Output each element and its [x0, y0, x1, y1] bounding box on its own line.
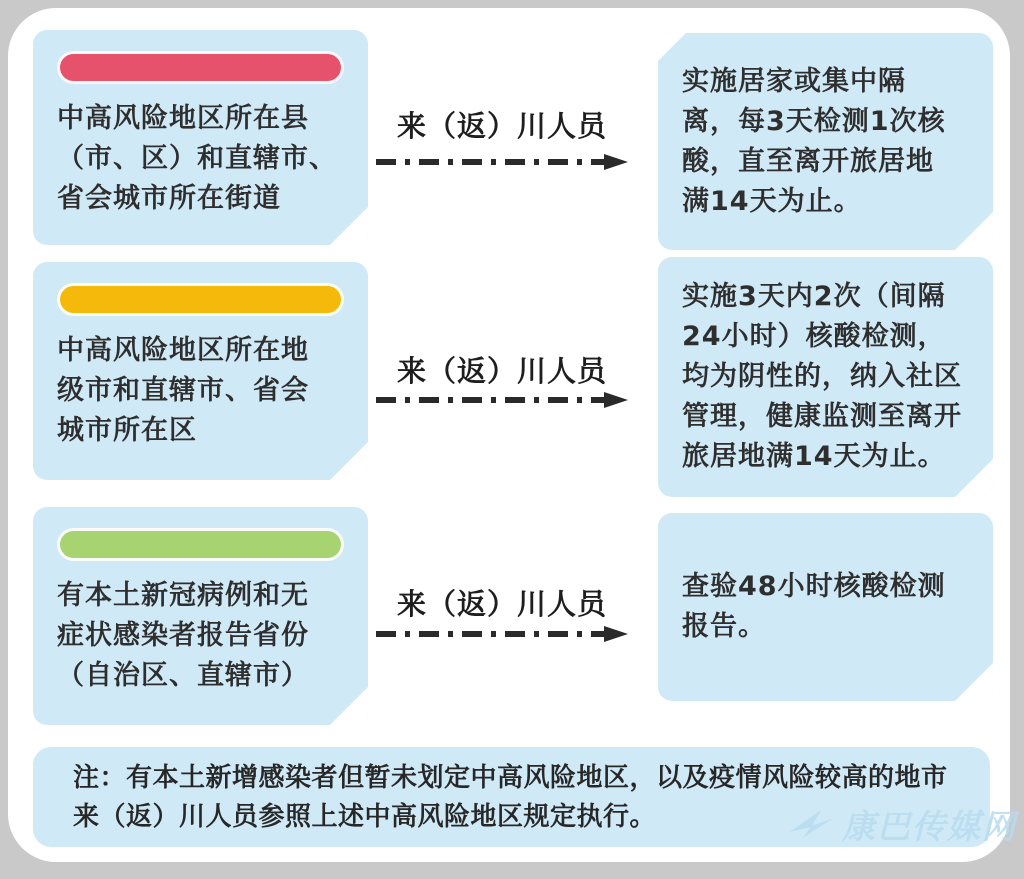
footnote-box: [33, 747, 990, 847]
policy-text-2: 实施3天内2次（间隔 24小时）核酸检测， 均为阴性的，纳入社区 管理，健康监测至离开 旅居地满14天为止。: [682, 281, 962, 472]
dashed-arrow-icon: [374, 390, 630, 410]
risk-category-text-1: 中高风险地区所在县 （市、区）和直辖市、 省会城市所在街道: [57, 103, 337, 214]
policy-box-2: [658, 257, 993, 497]
risk-category-text-2: 中高风险地区所在地 级市和直辖市、省会 城市所在区: [57, 335, 309, 446]
risk-level-pill-red: [57, 51, 344, 84]
traveler-label-2: 来（返）川人员: [396, 354, 607, 388]
risk-category-box-2: [33, 262, 368, 480]
watermark-text: 康巴传媒网: [842, 806, 1017, 846]
footnote-text: 注：有本土新增感染者但暂未划定中高风险地区，以及疫情风险较高的地市 来（返）川人员参照上述中高风险地区规定执行。: [73, 763, 948, 832]
risk-level-pill-yellow: [57, 283, 344, 316]
traveler-label-1: 来（返）川人员: [396, 109, 607, 143]
policy-text-1: 实施居家或集中隔 离，每3天检测1次核 酸，直至离开旅居地 满14天为止。: [682, 65, 946, 217]
risk-category-box-1: [33, 30, 368, 245]
dashed-arrow-icon: [374, 152, 630, 172]
policy-box-1: [658, 33, 993, 250]
risk-level-pill-green: [57, 528, 344, 561]
policy-text-3: 查验48小时核酸检测 报告。: [682, 571, 946, 642]
risk-category-box-3: [33, 507, 368, 725]
policy-box-3: [658, 513, 993, 701]
traveler-label-3: 来（返）川人员: [396, 587, 607, 621]
dashed-arrow-icon: [374, 624, 630, 644]
risk-category-text-3: 有本土新冠病例和无 症状感染者报告省份 （自治区、直辖市）: [57, 580, 309, 691]
